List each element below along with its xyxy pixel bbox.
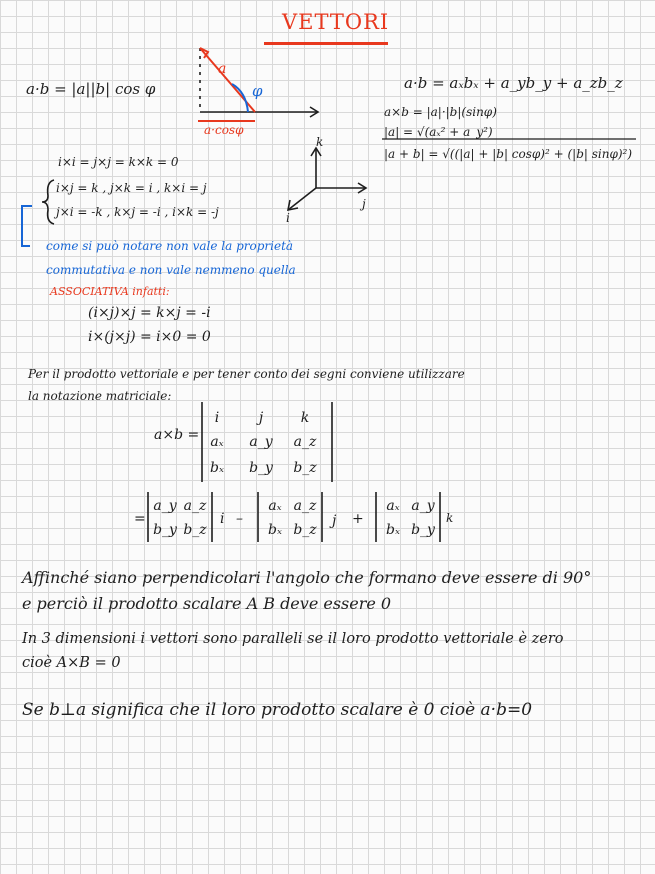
associative-note: ASSOCIATIVA infatti: [50,285,170,298]
dot-product-components: a·b = aₓbₓ + a_yb_y + a_zb_z [404,74,623,92]
minor-cell: bₓ [268,522,282,538]
minor-cell: bₓ [386,522,400,538]
vector-a-label: a [218,61,227,77]
expansion-unit-k: k [446,511,454,525]
matrix-cell: aₓ [210,434,224,450]
paragraph-perpendicular-2: e perciò il prodotto scalare A B deve essere 0 [22,594,392,613]
minor-cell: a_z [293,498,317,514]
minor-cell: b_z [183,522,207,538]
vector-modulus: |a| = √(aₓ² + a_y²) [384,125,493,139]
minor-cell: b_z [293,522,317,538]
unit-product-line-3: j×i = -k , k×j = -i , i×k = -j [56,205,219,219]
unit-product-line-1: i×i = j×j = k×k = 0 [58,155,179,169]
minor-cell: aₓ [386,498,400,514]
paragraph-parallel-1: In 3 dimensioni i vettori sono paralleli se il loro prodotto vettoriale è zero [22,631,564,647]
expansion-unit-j: j [332,513,337,529]
expansion-equals: = [134,511,146,527]
matrix-cell: b_z [293,460,317,476]
matrix-cell: b_y [249,460,273,476]
matrix-cell: i [214,410,220,426]
blue-note-line-2: commutativa e non vale nemmeno quella [46,263,296,277]
paragraph-matrix-2: la notazione matriciale: [28,389,172,403]
axis-j-label: j [362,197,366,211]
paragraph-parallel-2: cioè A×B = 0 [22,655,121,671]
minor-cell: a_y [153,498,177,514]
page-title: VETTORI [282,10,390,34]
expansion-unit-i: i [220,511,225,527]
axis-k-label: k [316,135,324,149]
associative-example-2: i×(j×j) = i×0 = 0 [88,329,211,345]
paragraph-perpendicular-1: Affinché siano perpendicolari l'angolo che formano deve essere di 90° [22,568,592,587]
minor-cell: a_z [183,498,207,514]
expansion-plus: + [352,511,364,527]
projection-label: a·cosφ [204,123,244,137]
matrix-cell: a_z [293,434,317,450]
axes-3d [288,148,366,210]
unit-product-line-2: i×j = k , j×k = i , k×i = j [56,181,207,195]
paragraph-orthogonal: Se b⊥a significa che il loro prodotto scalare è 0 cioè a·b=0 [22,700,533,720]
minor-cell: a_y [411,498,435,514]
cross-product-magnitude: a×b = |a|·|b|(sinφ) [384,105,497,119]
associative-example-1: (i×j)×j = k×j = -i [88,305,211,321]
dot-product-formula: a·b = |a||b| cos φ [26,80,156,98]
blue-note-line-1: come si può notare non vale la proprietà [46,239,294,253]
paragraph-matrix-1: Per il prodotto vettoriale e per tener conto dei segni conviene utilizzare [28,367,465,381]
minor-cell: b_y [153,522,177,538]
matrix-cell: k [300,410,310,426]
sum-modulus: |a + b| = √((|a| + |b| cosφ)² + (|b| sinφ)²) [384,147,633,161]
minor-cell: aₓ [268,498,282,514]
matrix-cell: a_y [249,434,273,450]
matrix-cell: bₓ [210,460,224,476]
axis-i-label: i [286,211,290,225]
angle-phi-label: φ [252,82,263,100]
minor-cell: b_y [411,522,435,538]
matrix-cell: j [258,410,264,426]
matrix-lhs: a×b = [154,427,200,443]
expansion-minus: – [236,511,243,527]
